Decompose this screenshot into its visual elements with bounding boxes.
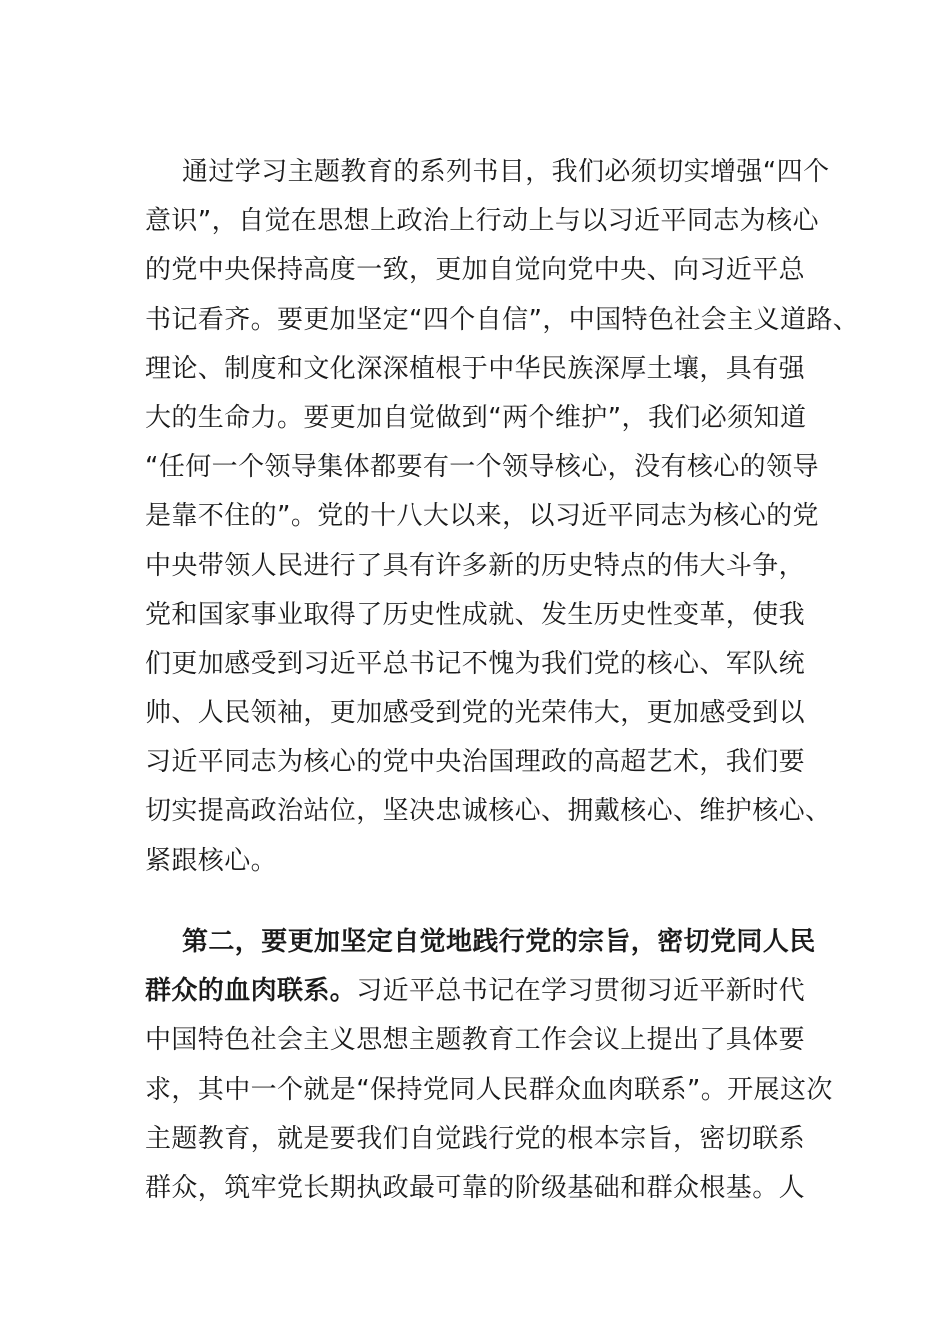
paragraph-line: 帅、人民领袖，更加感受到党的光荣伟大，更加感受到以: [145, 698, 806, 729]
paragraph-line: 大的生命力。要更加自觉做到“两个维护”，我们必须知道: [145, 402, 807, 433]
paragraph-line: 是靠不住的”。党的十八大以来，以习近平同志为核心的党: [145, 501, 819, 532]
paragraph-line: 求，其中一个就是“保持党同人民群众血肉联系”。开展这次: [145, 1074, 833, 1105]
section-heading-tail: 群众的血肉联系。: [145, 976, 357, 1007]
paragraph-line-mixed: [145, 967, 845, 1016]
paragraph-four-consciousness: [145, 148, 860, 886]
paragraph-line: 们更加感受到习近平总书记不愧为我们党的核心、军队统: [145, 648, 806, 679]
paragraph-line: 紧跟核心。: [145, 845, 278, 876]
paragraph-line: 书记看齐。要更加坚定“四个自信”，中国特色社会主义道路、: [145, 304, 860, 335]
paragraph-line: 的党中央保持高度一致，更加自觉向党中央、向习近平总: [145, 255, 806, 286]
paragraph-line: 理论、制度和文化深深植根于中华民族深厚土壤，具有强: [145, 353, 806, 384]
paragraph-line: 习近平同志为核心的党中央治国理政的高超艺术，我们要: [145, 747, 806, 778]
paragraph-second-point: [145, 918, 845, 1213]
paragraph-line: 群众，筑牢党长期执政最可靠的阶级基础和群众根基。人: [145, 1172, 806, 1203]
paragraph-line: 切实提高政治站位，坚决忠诚核心、拥戴核心、维护核心、: [145, 796, 832, 827]
paragraph-line: “任何一个领导集体都要有一个领导核心，没有核心的领导: [145, 452, 819, 483]
paragraph-line: 通过学习主题教育的系列书目，我们必须切实增强“四个: [182, 157, 830, 187]
paragraph-line: 中国特色社会主义思想主题教育工作会议上提出了具体要: [145, 1025, 806, 1056]
paragraph-line: 中央带领人民进行了具有许多新的历史特点的伟大斗争，: [145, 550, 806, 581]
paragraph-line: 党和国家事业取得了历史性成就、发生历史性变革，使我: [145, 599, 806, 630]
section-heading-line: 第二，要更加坚定自觉地践行党的宗旨，密切党同人民: [182, 927, 816, 957]
paragraph-line-rest: 习近平总书记在学习贯彻习近平新时代: [356, 976, 806, 1007]
paragraph-line: 意识”，自觉在思想上政治上行动上与以习近平同志为核心: [145, 206, 819, 237]
paragraph-line: 主题教育，就是要我们自觉践行党的根本宗旨，密切联系: [145, 1123, 806, 1154]
